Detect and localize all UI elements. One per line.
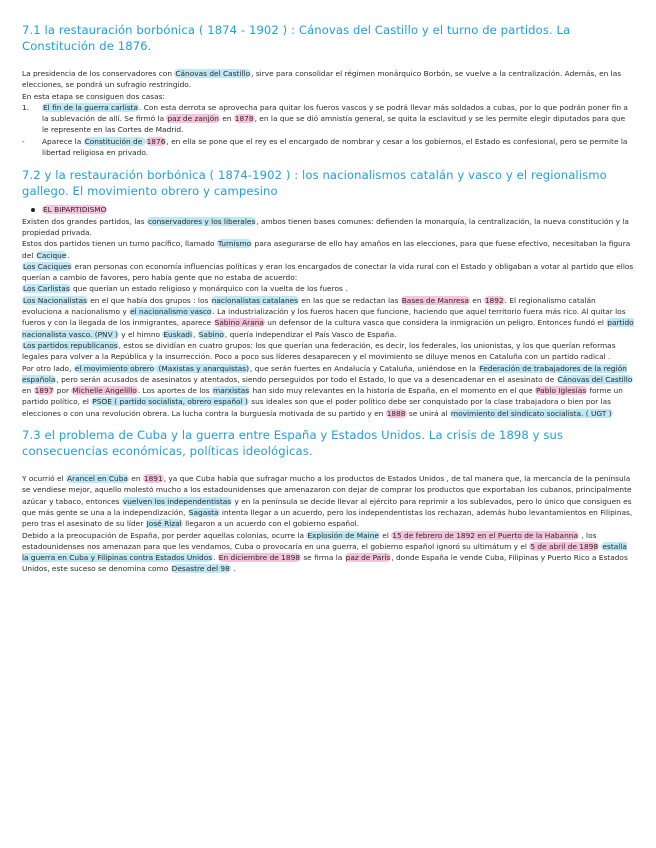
highlight: 1891: [143, 474, 163, 484]
highlight: El fin de la guerra carlista: [43, 102, 139, 112]
highlight: 1892: [484, 295, 504, 305]
s2-paragraph-1: Existen dos grandes partidos, las conservadores y los liberales, ambos tienen bases comunes: defienden la monarquía, la centralización, la nueva constitución y la propiedad privada.: [22, 216, 629, 237]
section-7-2: [22, 167, 634, 419]
s2-paragraph-4: Los Carlistas que querían un estado religioso y monárquico con la vuelta de los fueros .: [23, 284, 348, 294]
highlight: Cánovas del Castillo: [557, 374, 633, 384]
highlight: Cánovas del Castillo: [175, 69, 251, 78]
highlight: Sabino Arana: [214, 318, 264, 328]
highlight: 15 de febrero de 1892 en el Puerto de la Habanna: [392, 530, 578, 540]
s2-paragraph-6: Los partidos republicanos, estos se dividían en cuatro grupos: los que querían una federación, es decir, los federales, los unionistas, y los que querían reformas legales para volver a la República y la insurrección. Poco a poco sus líderes desaparecen y el movimiento se diluye menos en Cataluña con un partido radical .: [22, 340, 616, 362]
list-item: - Aparece la Constitución de 1876, en ella se pone que el rey es el encargado de nombrar y cesar a los gobiernos, el Estado es confesional, pero se permite la libertad religiosa en privado.: [22, 136, 628, 158]
highlight: 1876: [146, 136, 166, 146]
highlight: Desastre del 98: [171, 564, 230, 574]
section-7-2-title: 7.2 y la restauración borbónica ( 1874-1902 ) : los nacionalismos catalán y vasco y el regionalismo gallego. El movimiento obrero y campesino: [22, 168, 607, 199]
s1-paragraph-1: La presidencia de los conservadores con Cánovas del Castillo, sirve para consolidar el régimen monárquico Borbón, se vuelve a la centralización. Además, en las elecciones, se pondrá un sufragio restringido.: [22, 69, 622, 90]
s3-paragraph-2: Debido a la preocupación de España, por perder aquellas colonias, ocurre la Explosión de Maine el 15 de febrero de 1892 en el Puerto de la Habanna , los estadounidenses nos amenazan para que les vendamos, Cuba o provocaría en una guerra, el gobierno español ignoró su ultimátum y el 5 de abril de 1898 estalla la guerra en Cuba y Filipinas contra Estados Unidos. En diciembre de 1898 se firma la paz de París, donde España le vende Cuba, Filipinas y Puerto Rico a Estados Unidos, este suceso se denomina como Desastre del 98 .: [22, 530, 628, 574]
highlight: Pablo Iglesias: [536, 386, 587, 396]
highlight: Bases de Manresa: [401, 295, 469, 305]
section-7-3-title: 7.3 el problema de Cuba y la guerra entre España y Estados Unidos. La crisis de 1898 y sus consecuencias económicas, políticas ideológicas.: [22, 428, 564, 459]
highlight: Explosión de Maine: [307, 530, 379, 540]
list-item: 1. El fin de la guerra carlista. Con esta derrota se aprovecha para quitar los fueros vascos y se podrá llevar más soldados a cubas, por lo que podrán poner fin a la sublevación de allí. Se firmó la paz de zanjón en 1878, en la que se dió amnistía general, se quita la esclavitud y se les permite elegir diputados para que le represente en las Cortes de Madrid.: [22, 102, 628, 135]
highlight: José Rizal: [146, 519, 182, 529]
bipartidismo-heading: EL BIPARTIDISMO: [22, 204, 634, 215]
highlight: movimiento del sindicato socialista. ( UGT ): [450, 408, 612, 418]
highlight: el nacionalismo vasco: [130, 307, 212, 317]
highlight: estalla la guerra en Cuba y Filipinas contra Estados Unidos: [22, 541, 627, 563]
section-7-1-title: 7.1 la restauración borbónica ( 1874 - 1902 ) : Cánovas del Castillo y el turno de partidos. La Constitución de 1876.: [22, 23, 571, 53]
highlight: (Maxistas y anarquistas): [156, 363, 250, 373]
bullet-icon: [31, 208, 35, 212]
highlight: el movimiento obrero: [74, 363, 155, 373]
highlight: conservadores y los liberales: [147, 216, 256, 226]
highlight: Euskadi: [163, 329, 193, 339]
highlight: Sabino: [198, 329, 224, 339]
highlight: 5 de abril de 1898: [530, 541, 599, 551]
highlight: Turnismo: [217, 239, 252, 249]
highlight: Federación de trabajadores de la región española: [22, 363, 627, 384]
highlight: vuelven los independentistas: [122, 496, 232, 506]
highlight: paz de zanjón: [167, 114, 219, 124]
highlight: paz de París: [345, 553, 391, 563]
highlight: En diciembre de 1898: [218, 553, 300, 563]
s2-paragraph-2: Estos dos partidos tienen un turno pacífico, llamado Turnismo para asegurarse de ello hay amaños en las elecciones, para que fuese efectivo, necesitaban la figura del Cacique.: [22, 239, 631, 260]
highlight: Cacique: [36, 250, 67, 260]
highlight: Los Carlistas: [23, 284, 70, 294]
highlight: marxistas: [213, 386, 250, 396]
section-7-1: [22, 22, 634, 158]
section-7-3: [22, 427, 634, 575]
s2-paragraph-7: Por otro lado, el movimiento obrero (Maxistas y anarquistas), que serán fuertes en Andalucía y Cataluña, uniéndose en la Federación de trabajadores de la región española, pero serán acusados de asesinatos y atentados, siendo perseguidos por todo el Estado, lo que va a desencadenar en el asesinato de Cánovas del Castillo en 1897 por Michelle Angelillo. Los aportes de los marxistas han sido muy relevantes en la historia de España, en el momento en el que Pablo Iglesias forme un partido político, el PSOE ( partido socialista, obrero español ) sus ideales son que el poder político debe ser conquistado por la clase trabajadora o bien por las elecciones o con una revolución obrera. La lucha contra la burguesía motivada de su partido y en 1888 se unirá al movimiento del sindicato socialista. ( UGT ): [22, 363, 633, 418]
highlight: Sagasta: [188, 507, 219, 517]
highlight: Los Caciques: [23, 261, 72, 271]
s3-paragraph-1: Y ocurrió el Arancel en Cuba en 1891, ya que Cuba había que sufragar mucho a los productos de Estados Unidos , de tal manera que, la mercancía de la península se vendiese mejor, aquello molestó mucho a los estadounidenses que amenazaron con dejar de comprar los productos que exportaban los cubanos, principalmente azúcar y tabaco, entonces vuelven los independentistas y en la península se decide llevar al ejército para reprimir a los sublevados, pero lo único que consiguen es que más gente se una a la independización, Sagasta intenta llegar a un acuerdo, pero los independentistas los rechazan, además hubo levantamientos en Filipinas, pero tras el asesinato de su líder José Rizal llegaron a un acuerdo con el gobierno español.: [22, 474, 633, 529]
s1-paragraph-2: En esta etapa se consiguen dos casas:: [22, 91, 166, 101]
highlight: PSOE ( partido socialista, obrero español ): [92, 397, 248, 407]
highlight: 1888: [386, 408, 406, 418]
highlight: 1897: [34, 386, 54, 396]
highlight: 1878: [234, 114, 254, 124]
highlight: Los Nacionalistas: [23, 295, 87, 305]
highlight: Michelle Angelillo: [72, 386, 137, 396]
highlight: nacionalistas catalanes: [211, 295, 299, 305]
highlight: Arancel en Cuba: [66, 474, 128, 484]
highlight: Los partidos republicanos: [23, 340, 118, 350]
s2-paragraph-5: Los Nacionalistas en el que había dos grupos : los nacionalistas catalanes en las que se redactan las Bases de Manresa en 1892. El regionalismo catalán evoluciona a nacionalismo y el nacionalismo vasco. La industrialización y los fueros hacen que funcione, haciendo que aquel territorio fuera más rico. Al quitar los fueros y con la llegada de los inmigrantes, aparece Sabino Arana un defensor de la cultura vasca que considera la inmigración un peligro. Entonces fundó el partido nacionalista vasco. (PNV ) y el himno Euskadi, Sabino, quería independizar el País Vasco de España.: [22, 295, 634, 339]
highlight: partido nacionalista vasco. (PNV ): [22, 318, 634, 339]
s2-paragraph-3: Los Caciques eran personas con economía influencias políticas y eran los encargados de conectar la vida rural con el Estado y obligaban a votar al partido que ellos querían a cambio de favores, pero había gente que no estaba de acuerdo:: [22, 261, 634, 283]
highlight: Constitución de: [84, 136, 145, 146]
s1-list: [22, 102, 634, 158]
